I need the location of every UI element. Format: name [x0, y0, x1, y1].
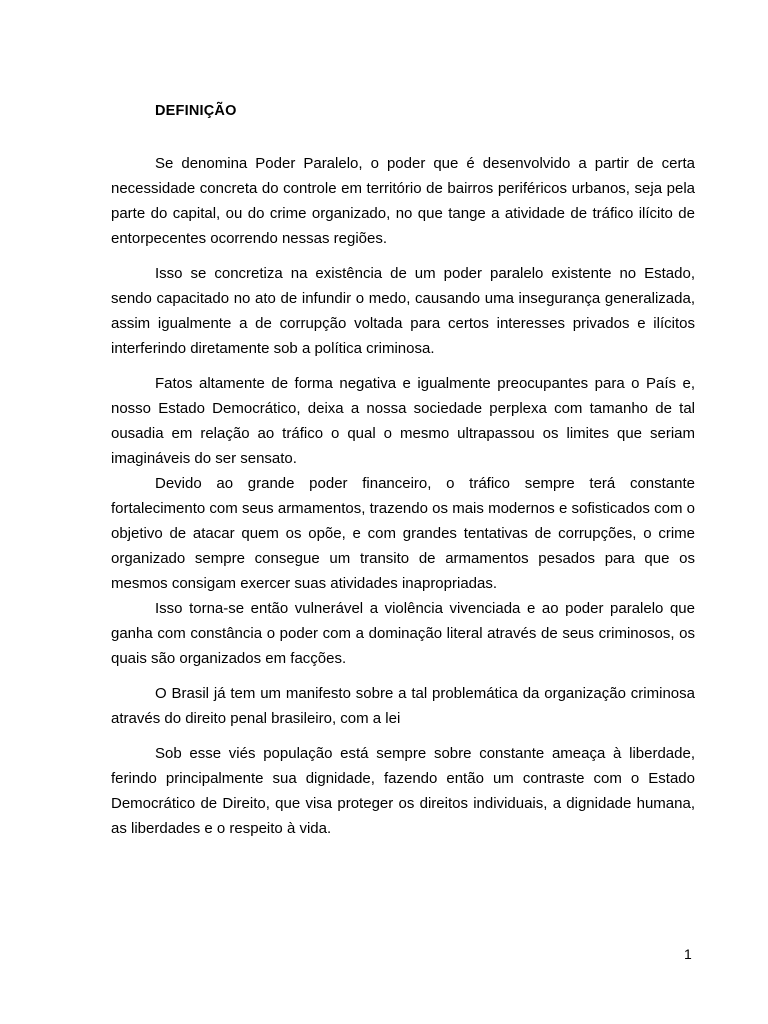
paragraph-2: Isso se concretiza na existência de um poder paralelo existente no Estado, sendo capacitado no ato de infundir o medo, causando uma insegurança generalizada, assim igualmente a de corrupção voltada para certos interesses privados e ilícitos interferindo diretamente sob a política criminosa.: [111, 265, 695, 357]
paragraph-6: O Brasil já tem um manifesto sobre a tal problemática da organização criminosa através do direito penal brasileiro, com a lei: [111, 685, 695, 727]
page-number: 1: [684, 946, 692, 962]
paragraph-1: Se denomina Poder Paralelo, o poder que é desenvolvido a partir de certa necessidade concreta do controle em território de bairros periféricos urbanos, seja pela parte do capital, ou do crime organizado, no que tange a atividade de tráfico ilícito de entorpecentes ocorrendo nessas regiões.: [111, 155, 695, 247]
paragraph-5: Isso torna-se então vulnerável a violência vivenciada e ao poder paralelo que ganha com constância o poder com a dominação literal através de seus criminosos, os quais são organizados em facções.: [111, 600, 695, 667]
section-heading: DEFINIÇÃO: [155, 103, 237, 119]
paragraph-3: Fatos altamente de forma negativa e igualmente preocupantes para o País e, nosso Estado Democrático, deixa a nossa sociedade perplexa com tamanho de tal ousadia em relação ao tráfico o qual o mesmo ultrapassou os limites que seriam imagináveis do ser sensato.: [111, 375, 695, 467]
paragraph-7: Sob esse viés população está sempre sobre constante ameaça à liberdade, ferindo principalmente sua dignidade, fazendo então um contraste com o Estado Democrático de Direito, que visa proteger os direitos individuais, a dignidade humana, as liberdades e o respeito à vida.: [111, 745, 695, 837]
document-body: [111, 151, 695, 841]
paragraph-4: Devido ao grande poder financeiro, o tráfico sempre terá constante fortalecimento com seus armamentos, trazendo os mais modernos e sofisticados com o objetivo de atacar quem os opõe, e com grandes tentativas de corrupções, o crime organizado sempre consegue um transito de armamentos pesados para que os mesmos consigam exercer suas atividades inapropriadas.: [111, 475, 695, 592]
